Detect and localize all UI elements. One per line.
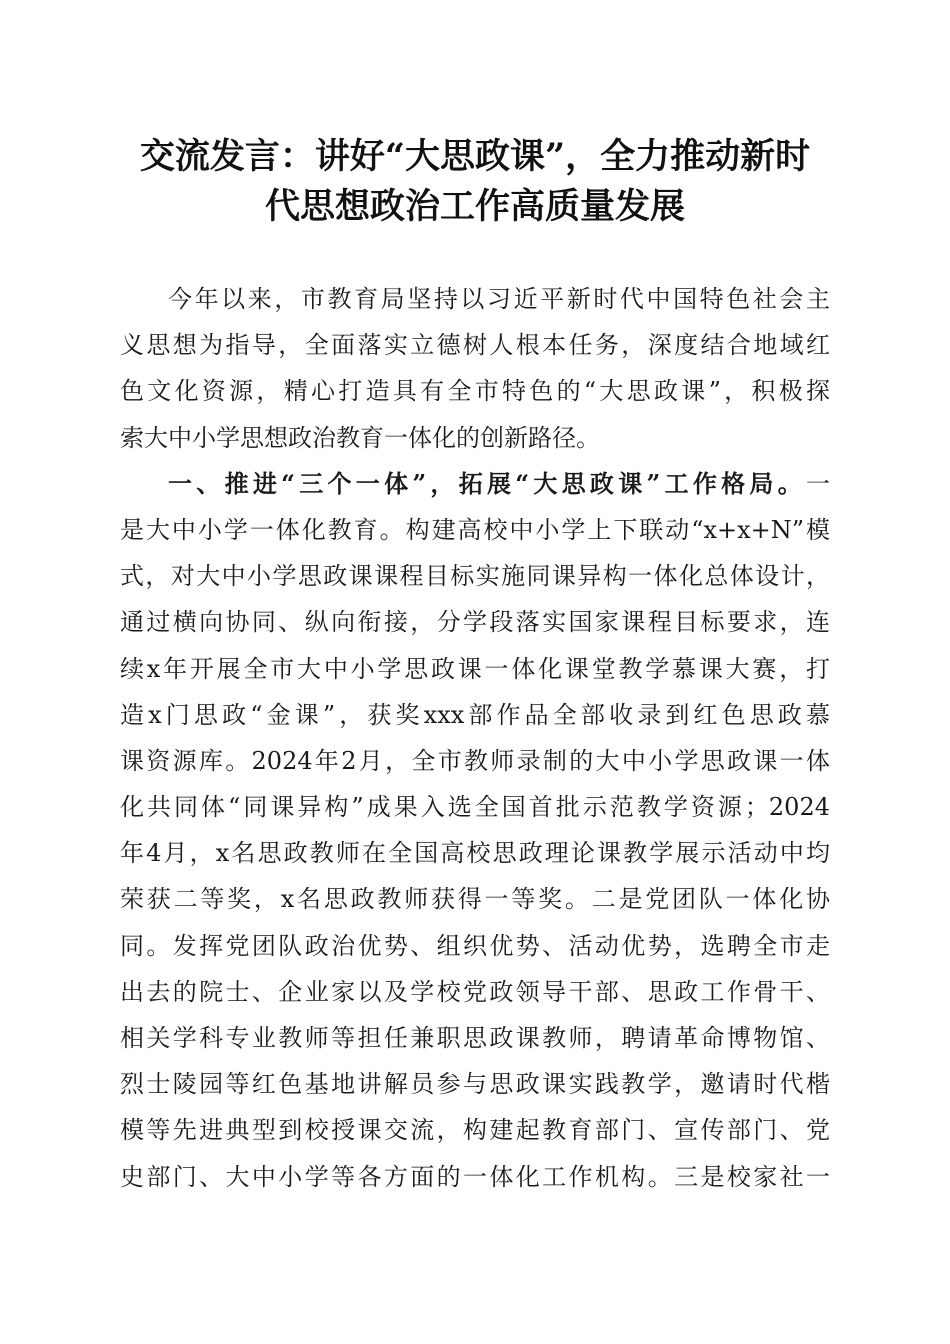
document-title	[110, 132, 840, 232]
section-1-line: 烈士陵园等红色基地讲解员参与思政课实践教学，邀请时代楷	[120, 1070, 830, 1099]
paragraph-1-line: 今年以来，市教育局坚持以习近平新时代中国特色社会主	[168, 285, 830, 313]
section-1-line: 史部门、大中小学等各方面的一体化工作机构。三是校家社一	[120, 1162, 830, 1191]
section-1-heading-line	[120, 461, 830, 507]
section-1-line: 造x门思政“金课”，获奖xxx部作品全部收录到红色思政慕	[120, 700, 830, 729]
section-1-heading: 一、推进“三个一体”，拓展“大思政课”工作格局。	[168, 468, 806, 498]
section-1-line: 模等先进典型到校授课交流，构建起教育部门、宣传部门、党	[120, 1116, 830, 1145]
section-1-line: 续x年开展全市大中小学思政课一体化课堂教学慕课大赛，打	[120, 654, 830, 683]
paragraph-1-line: 色文化资源，精心打造具有全市特色的“大思政课”，积极探	[120, 377, 830, 406]
section-1-line: 式，对大中小学思政课课程目标实施同课异构一体化总体设计，	[120, 562, 830, 591]
section-1-line: 同。发挥党团队政治优势、组织优势、活动优势，选聘全市走	[120, 931, 830, 960]
section-1-line: 相关学科专业教师等担任兼职思政课教师，聘请革命博物馆、	[120, 1024, 830, 1052]
section-1-line: 出去的院士、企业家以及学校党政领导干部、思政工作骨干、	[120, 977, 830, 1006]
title-line-2: 代思想政治工作高质量发展	[264, 186, 685, 227]
paragraph-1-line: 义思想为指导，全面落实立德树人根本任务，深度结合地域红	[120, 331, 830, 360]
section-1-line: 课资源库。2024年2月，全市教师录制的大中小学思政课一体	[120, 746, 830, 775]
section-1-line: 年4月，x名思政教师在全国高校思政理论课教学展示活动中均	[120, 839, 830, 868]
section-1-heading-tail: 一	[806, 469, 830, 498]
section-1-line: 是大中小学一体化教育。构建高校中小学上下联动“x+x+N”模	[120, 515, 830, 544]
paragraph-1-line: 索大中小学思想政治教育一体化的创新路径。	[120, 423, 600, 452]
section-1-line: 通过横向协同、纵向衔接，分学段落实国家课程目标要求，连	[120, 608, 830, 637]
title-line-1: 交流发言：讲好“大思政课”，全力推动新时	[139, 136, 811, 177]
section-1-line: 化共同体“同课异构”成果入选全国首批示范教学资源；2024	[120, 793, 830, 822]
document-body	[120, 276, 830, 1200]
section-1-line: 荣获二等奖，x名思政教师获得一等奖。二是党团队一体化协	[120, 885, 830, 914]
